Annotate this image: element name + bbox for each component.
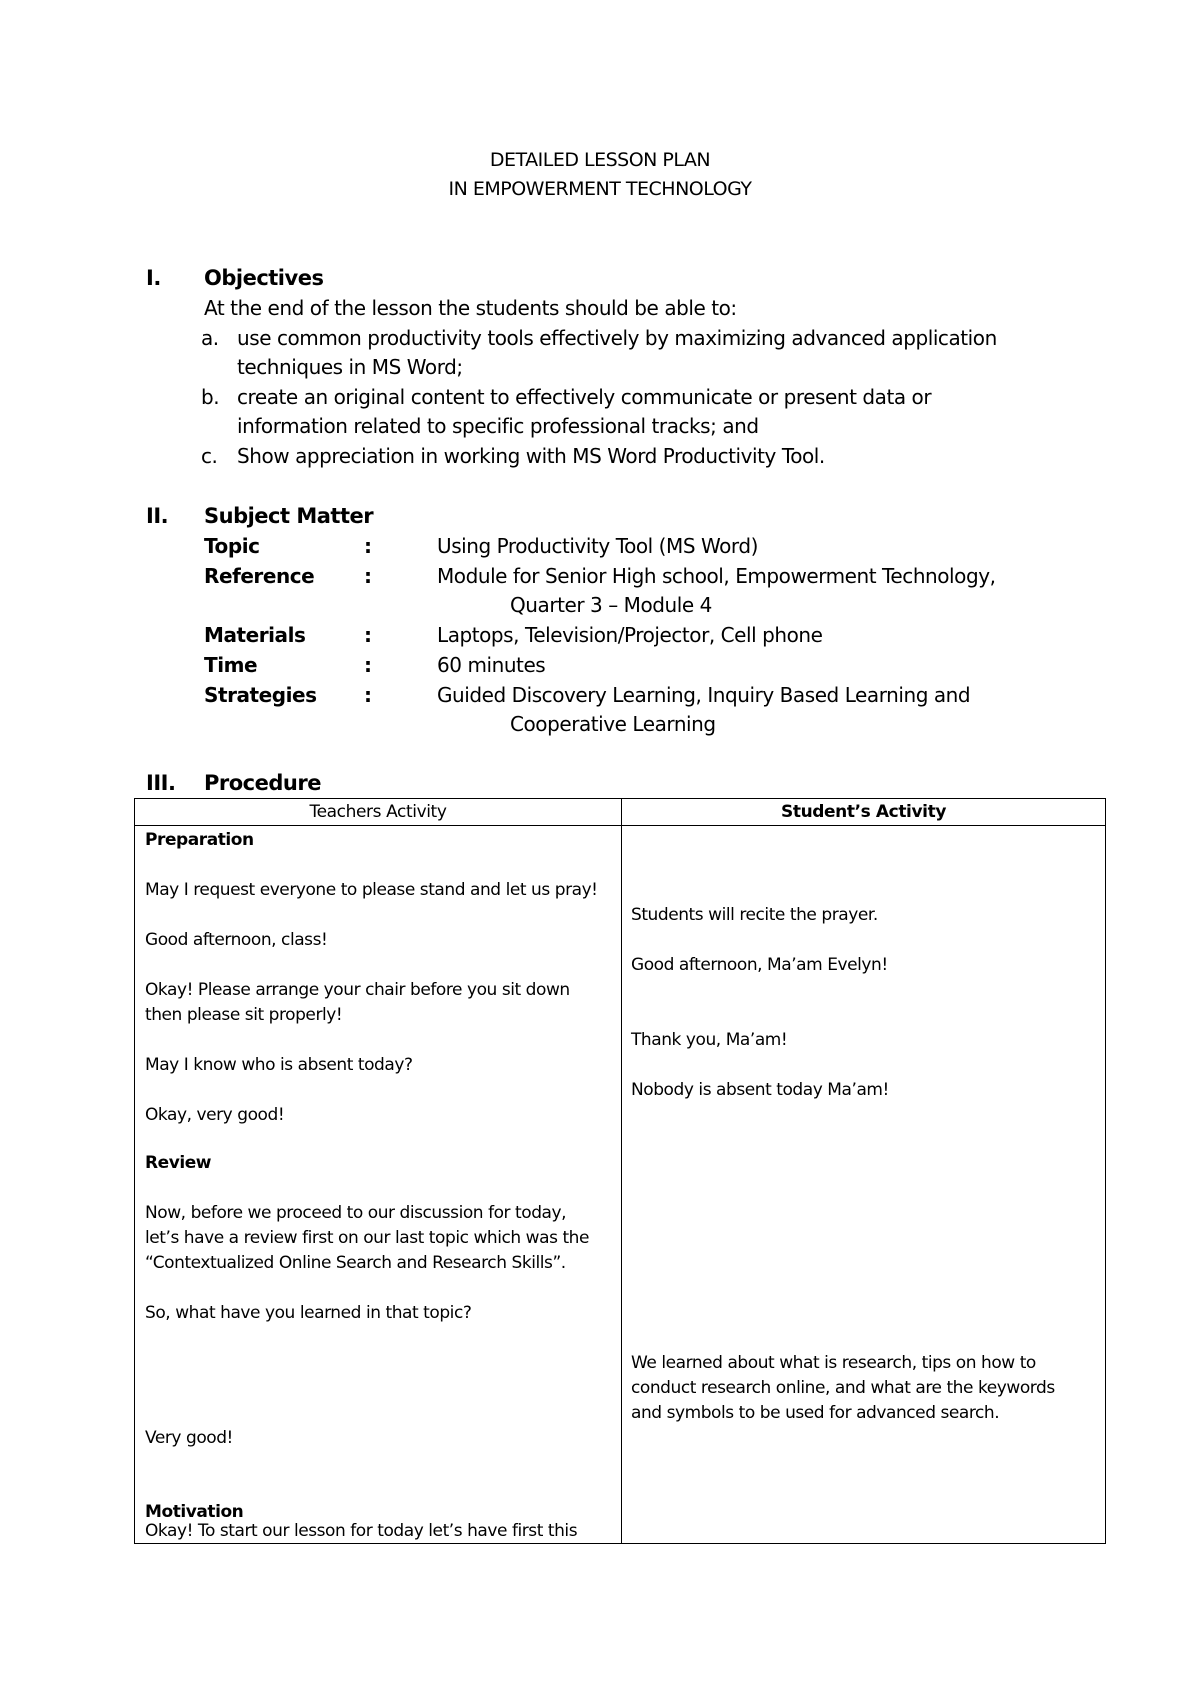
objective-b-line1: create an original content to effectively communicate or present data or [237,385,932,409]
student-learned-line1: We learned about what is research, tips on how to [631,1353,1036,1373]
teacher-review-line1: Now, before we proceed to our discussion for today, [145,1203,567,1223]
objective-letter-c: c. [201,444,218,468]
teacher-review-line2: let’s have a review first on our last topic which was the [145,1228,590,1248]
teacher-pray: May I request everyone to please stand and let us pray! [145,880,598,900]
teacher-very-good-2: Very good! [145,1428,233,1448]
student-learned-line3: and symbols to be used for advanced search. [631,1403,1000,1423]
objective-a-line2: techniques in MS Word; [237,355,463,379]
topic-label: Topic [204,534,260,558]
topic-colon: : [364,534,372,558]
materials-value: Laptops, Television/Projector, Cell phone [437,623,823,647]
teachers-activity-header: Teachers Activity [309,802,447,822]
reference-value-cont: Quarter 3 – Module 4 [510,593,712,617]
materials-label: Materials [204,623,306,647]
time-colon: : [364,653,372,677]
objectives-number: I. [146,266,161,290]
objectives-intro: At the end of the lesson the students should be able to: [204,296,737,320]
strategies-label: Strategies [204,683,317,707]
time-label: Time [204,653,258,677]
motivation-heading: Motivation [145,1502,244,1522]
teacher-arrange-line2: then please sit properly! [145,1005,343,1025]
procedure-table-header [135,799,1105,826]
column-divider [621,799,622,1543]
procedure-heading: Procedure [204,771,321,795]
student-greet: Good afternoon, Ma’am Evelyn! [631,955,888,975]
student-absent: Nobody is absent today Ma’am! [631,1080,889,1100]
review-heading: Review [145,1153,212,1173]
subject-matter-number: II. [146,504,169,528]
subject-matter-heading: Subject Matter [204,504,374,528]
objective-c-line1: Show appreciation in working with MS Word Productivity Tool. [237,444,825,468]
reference-colon: : [364,564,372,588]
objective-letter-b: b. [201,385,220,409]
topic-value: Using Productivity Tool (MS Word) [437,534,758,558]
teacher-review-line3: “Contextualized Online Search and Research Skills”. [145,1253,566,1273]
time-value: 60 minutes [437,653,546,677]
teacher-arrange-line1: Okay! Please arrange your chair before you sit down [145,980,570,1000]
teacher-greet: Good afternoon, class! [145,930,328,950]
student-thanks: Thank you, Ma’am! [631,1030,788,1050]
strategies-value: Guided Discovery Learning, Inquiry Based Learning and [437,683,971,707]
preparation-heading: Preparation [145,830,254,850]
document-title-line2: IN EMPOWERMENT TECHNOLOGY [448,178,752,200]
objective-letter-a: a. [201,326,219,350]
materials-colon: : [364,623,372,647]
students-activity-header: Student’s Activity [781,802,946,822]
strategies-value-cont: Cooperative Learning [510,712,716,736]
teacher-very-good-1: Okay, very good! [145,1105,285,1125]
student-learned-line2: conduct research online, and what are the keywords [631,1378,1055,1398]
procedure-number: III. [146,771,176,795]
student-prayer: Students will recite the prayer. [631,905,878,925]
teacher-learned-question: So, what have you learned in that topic? [145,1303,472,1323]
procedure-table [134,798,1106,1544]
objectives-heading: Objectives [204,266,324,290]
teacher-absent: May I know who is absent today? [145,1055,413,1075]
teacher-motivation-line1: Okay! To start our lesson for today let’s have first this [145,1521,578,1541]
reference-label: Reference [204,564,315,588]
reference-value: Module for Senior High school, Empowerment Technology, [437,564,996,588]
objective-a-line1: use common productivity tools effectively by maximizing advanced application [237,326,997,350]
strategies-colon: : [364,683,372,707]
objective-b-line2: information related to specific professional tracks; and [237,414,759,438]
document-title-line1: DETAILED LESSON PLAN [489,149,711,171]
